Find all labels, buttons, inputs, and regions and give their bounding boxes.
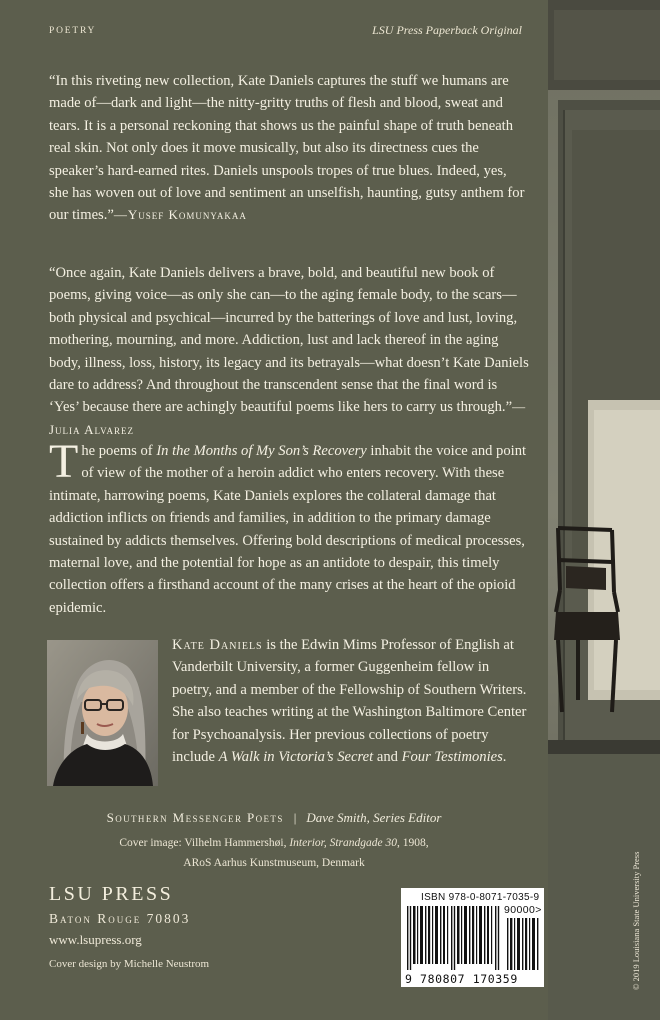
isbn-barcode xyxy=(401,888,544,987)
series-line xyxy=(0,810,548,826)
bio-conjunction: and xyxy=(373,749,402,766)
previous-book-2: Four Testimonies xyxy=(401,749,503,766)
book-title: In the Months of My Son’s Recovery xyxy=(156,443,367,459)
author-name: Kate Daniels xyxy=(172,637,263,653)
isbn-number: ISBN 978-0-8071-7035-9 xyxy=(421,892,540,903)
cover-painting-strip xyxy=(548,0,660,1020)
blurb-text: “In this riveting new collection, Kate Daniels captures the stuff we humans are made of—dark and light—the nitty-gritty truths of flesh and blood, sweat and tears. It is a personal reckoning that shows us the painful shape of truth beneath real skin. Not only does it move musically, but also its directness cues the speaker’s hard-earned rites. Daniels unspools tropes of true blues. Indeed, yes, she has woven out of love and sentiment an unselfish, haunting, gutsy anthem for our times.” xyxy=(49,73,525,224)
cover-image-location: ARoS Aarhus Kunstmuseum, Denmark xyxy=(183,857,365,869)
bio-end: . xyxy=(502,749,507,766)
interior-painting-illustration xyxy=(548,0,660,1020)
series-editor: Dave Smith, Series Editor xyxy=(306,810,442,825)
description-lead: he poems of xyxy=(81,443,157,459)
barcode-digits: 9 780807 170359 xyxy=(405,972,518,986)
blurb-alvarez xyxy=(49,262,529,441)
barcode-bars-icon xyxy=(407,906,501,970)
bio-text: is the Edwin Mims Professor of English at Vanderbilt University, a former Guggenheim fellow in poetry, and a member of the Fellowship of Southern Writers. She also teaches writing at the Washington Baltimore Center for Psychoanalysis. Her previous collections of poetry include xyxy=(172,637,527,766)
category-label: POETRY xyxy=(49,26,97,36)
credit-prefix: Cover image: Vilhelm Hammershøi, xyxy=(119,837,290,849)
series-separator: | xyxy=(293,810,297,825)
author-photo xyxy=(47,640,158,786)
blurb-text: “Once again, Kate Daniels delivers a brave, bold, and beautiful new book of poems, giving voice—as only she can—to the aging female body, to the scars—both physical and psychical—incurred by the batterings of love and lust, loving, mothering, mourning, and more. Addiction, lust and lack thereof in the aging body, illness, loss, history, its legacy and its betrayals—what doesn’t Kate Daniels dare to address? And throughout the transcendent sense that the final word is ‘Yes’ because there are achingly beautiful poems like hers to carry us through.” xyxy=(49,265,529,416)
publisher-city: Baton Rouge 70803 xyxy=(49,911,191,926)
drop-cap: T xyxy=(49,435,79,488)
author-portrait-illustration xyxy=(47,640,158,786)
painting-title: Interior, Strandgade 30 xyxy=(289,837,397,849)
publisher-url: www.lsupress.org xyxy=(49,932,142,947)
book-description xyxy=(49,435,529,619)
edition-label: LSU Press Paperback Original xyxy=(372,23,522,37)
cover-image-credit xyxy=(0,837,548,849)
publisher-name: LSU PRESS xyxy=(49,883,174,905)
blurb-attribution: —Yusef Komunyakaa xyxy=(113,207,247,223)
previous-book-1: A Walk in Victoria’s Secret xyxy=(218,749,374,766)
barcode-addon-number: 90000> xyxy=(504,904,542,916)
credit-suffix: , 1908, xyxy=(397,837,429,849)
addon-bars-icon xyxy=(507,918,541,970)
author-bio xyxy=(172,634,532,768)
design-credit: Cover design by Michelle Neustrom xyxy=(49,958,210,970)
blurb-attribution: —Julia Alvarez xyxy=(49,399,527,437)
blurb-komunyakaa xyxy=(49,70,529,227)
description-body: inhabit the voice and point of view of the mother of a heroin addict who enters recovery. With these intimate, harrowing poems, Kate Daniels explores the collateral damage that addiction inflicts on friends and families, in addition to the primary damage sustained by addicts themselves. Offering bold descriptions of medical processes, maternal love, and the potential for hope as an antidote to despair, this timely collection offers a firsthand account of the many crises at the heart of the opioid epidemic. xyxy=(49,443,527,616)
copyright-notice: © 2019 Louisiana State University Press xyxy=(631,851,641,990)
series-name: Southern Messenger Poets xyxy=(106,810,284,825)
